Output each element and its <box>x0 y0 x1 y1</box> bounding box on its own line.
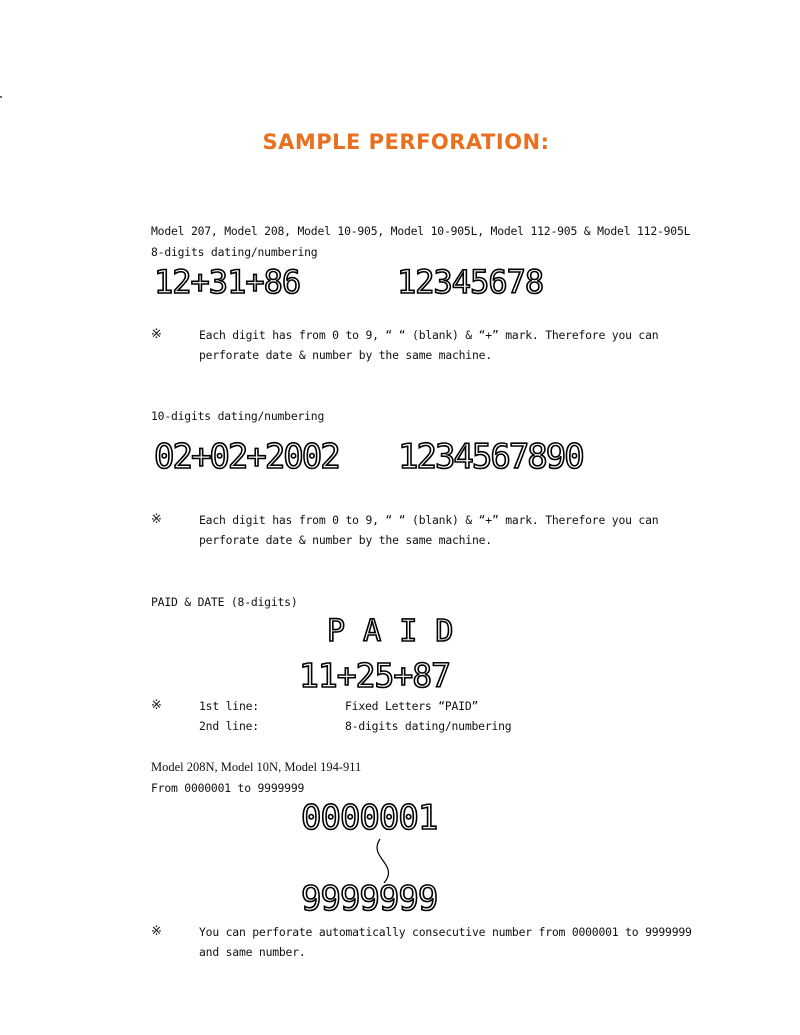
page-title: SAMPLE PERFORATION: <box>262 130 550 154</box>
section1-note-mark: ※ <box>151 327 162 342</box>
section2-note-mark: ※ <box>151 512 162 527</box>
section4-note-mark: ※ <box>151 924 162 939</box>
section3-note-mark: ※ <box>151 698 162 713</box>
section3-sample-paid: P A I D <box>327 614 454 649</box>
section3-row2-value: 8-digits dating/numbering <box>345 719 512 733</box>
section2-note-line2: perforate date & number by the same machine. <box>199 533 492 547</box>
section1-note-line2: perforate date & number by the same machine. <box>199 348 492 362</box>
section4-heading: From 0000001 to 9999999 <box>151 781 305 795</box>
section3-row2-label: 2nd line: <box>199 719 259 733</box>
section4-models: Model 208N, Model 10N, Model 194-911 <box>151 760 362 774</box>
section1-models: Model 207, Model 208, Model 10-905, Model 10-905L, Model 112-905 & Model 112-905L <box>151 224 691 238</box>
section1-heading: 8-digits dating/numbering <box>151 245 318 259</box>
section1-note-line1: Each digit has from 0 to 9, “ “ (blank) & “+” mark. Therefore you can <box>199 328 659 342</box>
section4-note-line2: and same number. <box>199 945 306 959</box>
section2-sample-date: 02+02+2002 <box>154 437 339 477</box>
section3-row1-label: 1st line: <box>199 699 259 713</box>
section2-heading: 10-digits dating/numbering <box>151 409 325 423</box>
section3-heading: PAID & DATE (8-digits) <box>151 595 298 609</box>
section3-sample-date: 11+25+87 <box>299 656 450 695</box>
section2-note-line1: Each digit has from 0 to 9, “ “ (blank) & “+” mark. Therefore you can <box>199 513 659 527</box>
range-squiggle-icon <box>372 838 396 884</box>
section3-row1-value: Fixed Letters “PAID” <box>345 699 479 713</box>
section1-sample-number: 12345678 <box>397 263 544 301</box>
section4-sample-end: 9999999 <box>301 879 438 919</box>
margin-mark <box>0 96 2 98</box>
section1-sample-date: 12+31+86 <box>154 263 301 301</box>
section4-note-line1: You can perforate automatically consecutive number from 0000001 to 9999999 <box>199 925 692 939</box>
section2-sample-number: 1234567890 <box>398 437 583 477</box>
section4-sample-start: 0000001 <box>301 798 438 838</box>
